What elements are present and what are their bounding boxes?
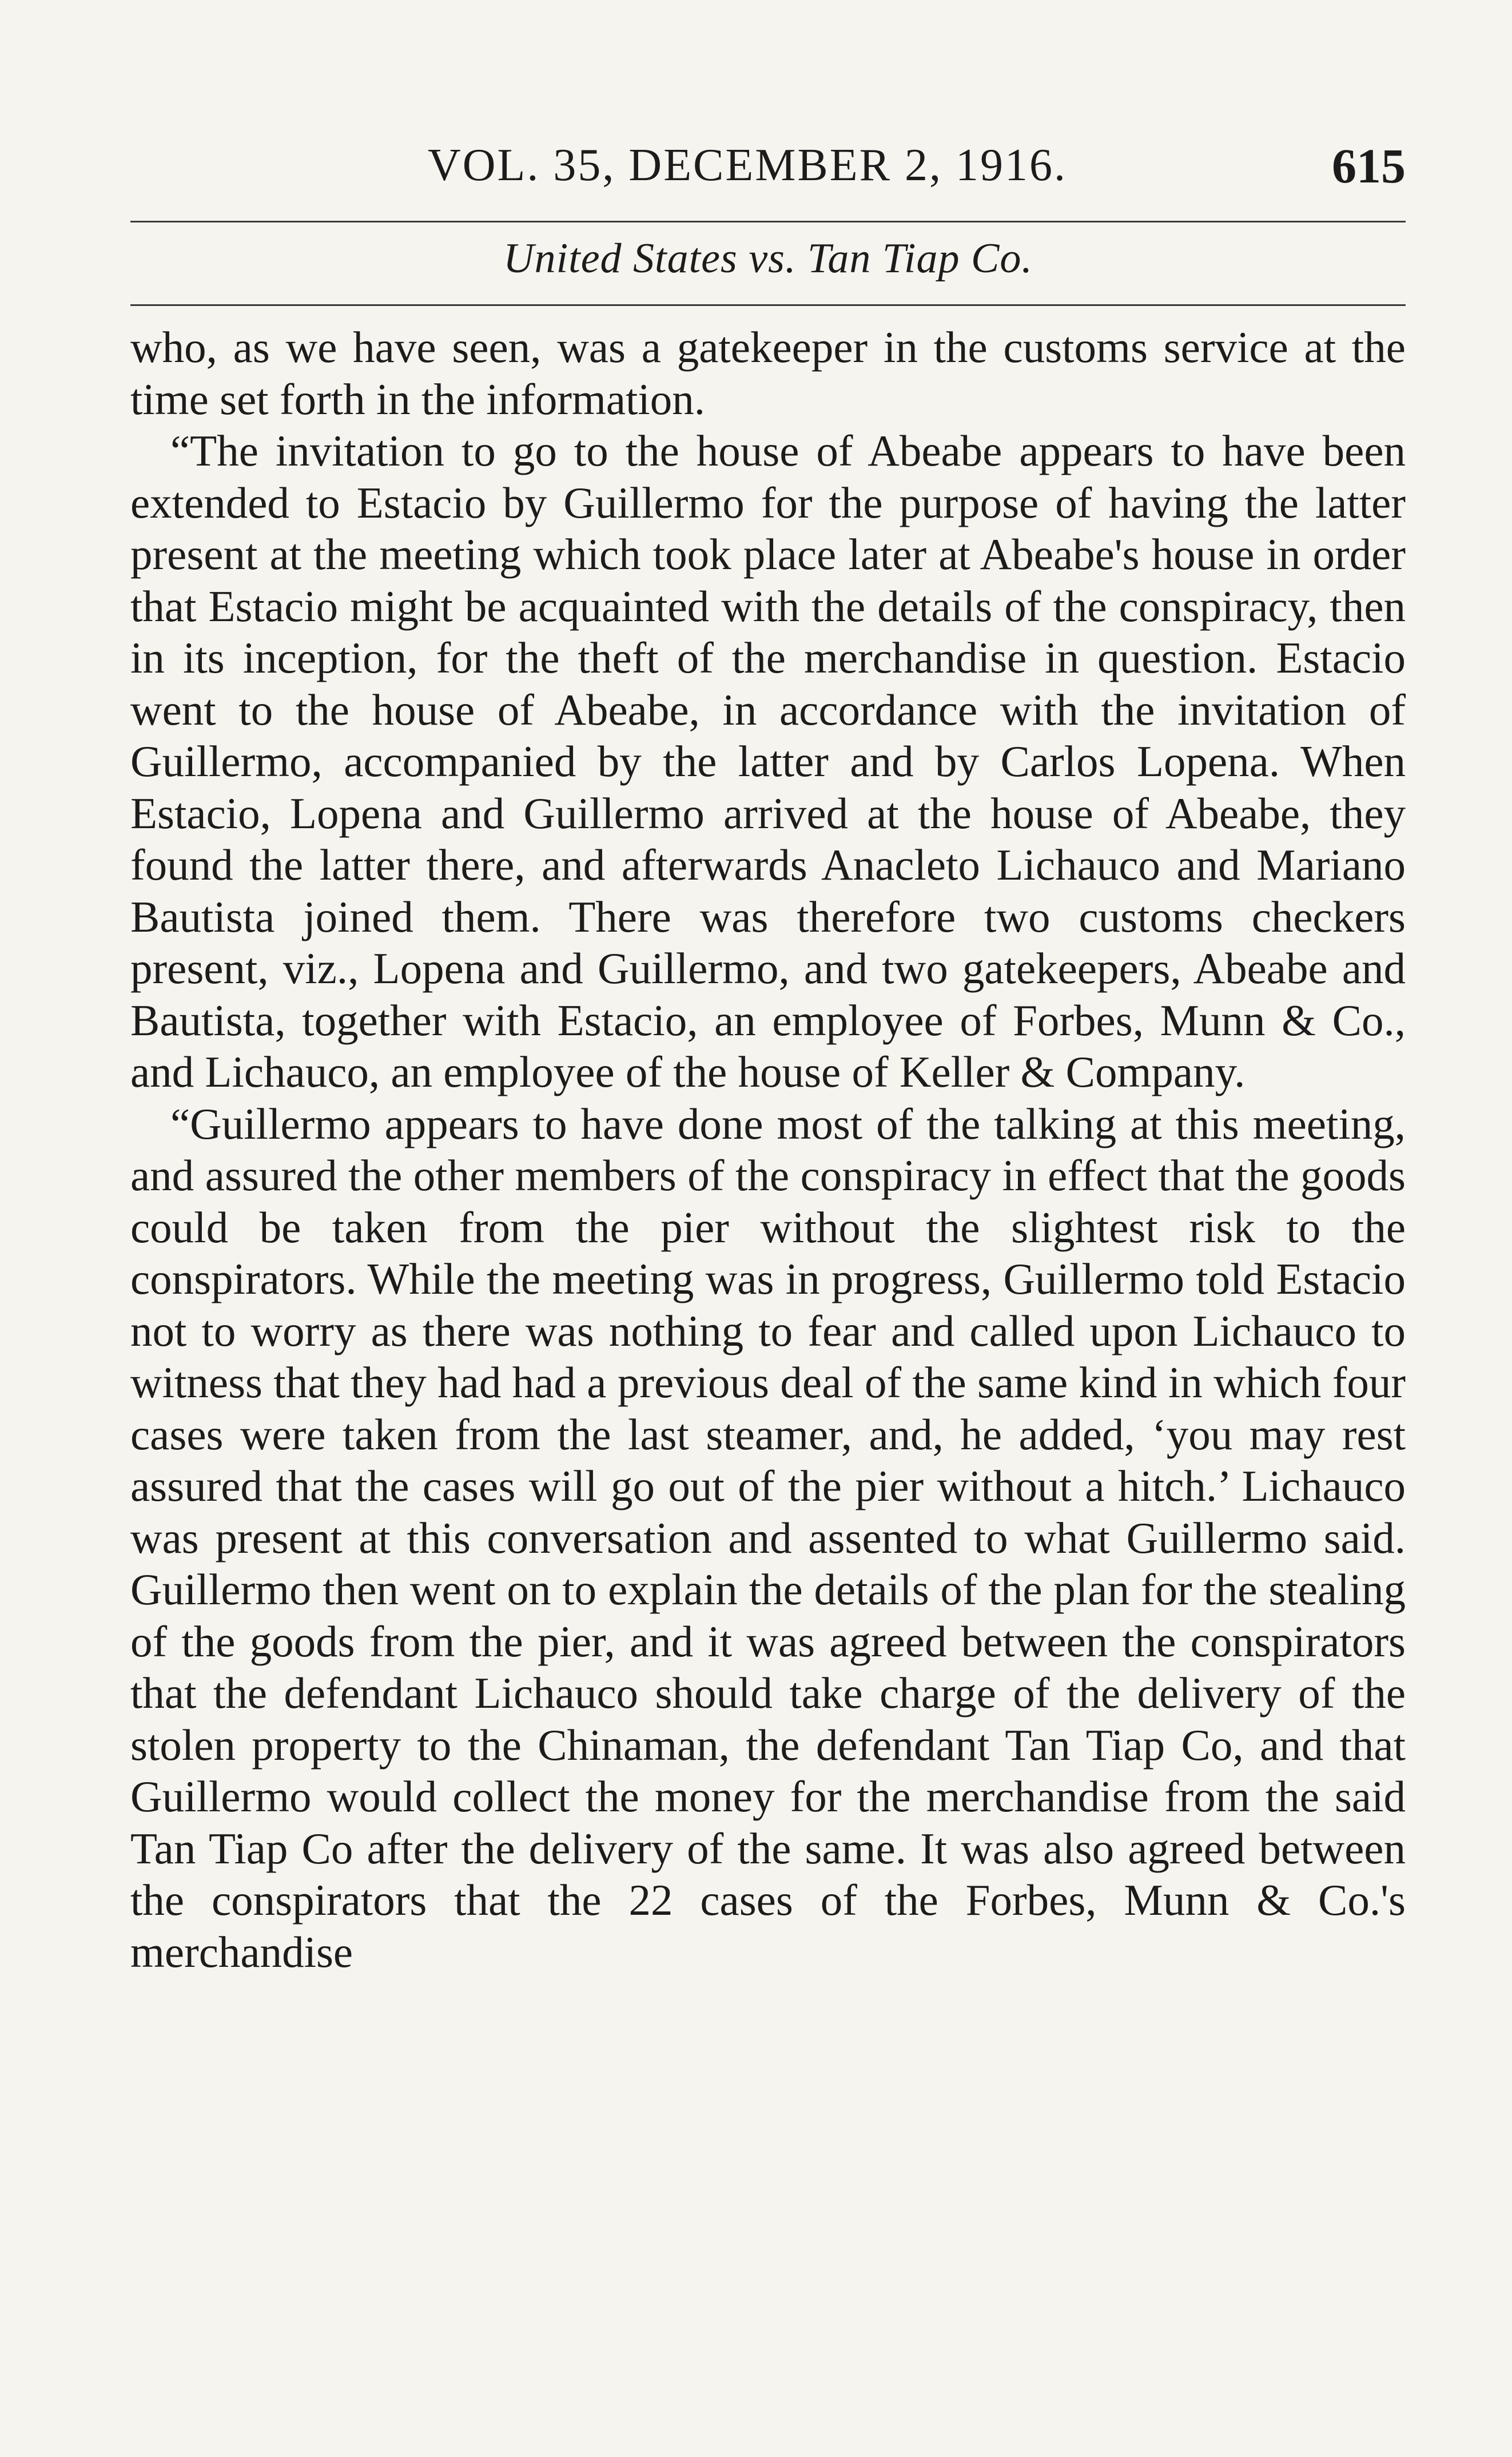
body-text: [130, 321, 1406, 1978]
page-header: [130, 132, 1406, 200]
running-title: United States vs. Tan Tiap Co.: [503, 235, 1033, 282]
page-number: 615: [1332, 138, 1406, 193]
paragraph: who, as we have seen, was a gatekeeper in the customs service at the time set forth in the information.: [130, 323, 1406, 424]
header-rule-top: [130, 221, 1406, 222]
header-rule-bottom: [130, 304, 1406, 306]
paragraph: “The invitation to go to the house of Abeabe appears to have been extended to Estacio by Guillermo for the purpose of having the latter present at the meeting which took place later at Abeabe's house in order that Estacio might be acquainted with the details of the conspiracy, then in its inception, for the theft of the merchandise in question. Estacio went to the house of Abeabe, in accordance with the invitation of Guillermo, accompanied by the latter and by Carlos Lopena. When Estacio, Lopena and Guillermo arrived at the house of Abeabe, they found the latter there, and afterwards Anacleto Lichauco and Mariano Bautista joined them. There was therefore two customs checkers present, viz., Lopena and Guillermo, and two gatekeepers, Abeabe and Bautista, together with Estacio, an employee of Forbes, Munn & Co., and Lichauco, an employee of the house of Keller & Company.: [130, 426, 1406, 1096]
paragraph: “Guillermo appears to have done most of the talking at this meeting, and assured the other members of the conspiracy in effect that the goods could be taken from the pier without the slightest risk to the conspirators. While the meeting was in progress, Guillermo told Estacio not to worry as there was nothing to fear and called upon Lichauco to witness that they had had a previous deal of the same kind in which four cases were taken from the last steamer, and, he added, ‘you may rest assured that the cases will go out of the pier without a hitch.’ Lichauco was present at this conversation and assented to what Guillermo said. Guillermo then went on to explain the details of the plan for the stealing of the goods from the pier, and it was agreed between the conspirators that the defendant Lichauco should take charge of the delivery of the stolen property to the Chinaman, the defendant Tan Tiap Co, and that Guillermo would collect the money for the merchandise from the said Tan Tiap Co after the delivery of the same. It was also agreed between the conspirators that the 22 cases of the Forbes, Munn & Co.'s merchandise: [130, 1099, 1406, 1977]
volume-date-line: VOL. 35, DECEMBER 2, 1916.: [428, 140, 1067, 190]
document-page: [130, 132, 1406, 1977]
